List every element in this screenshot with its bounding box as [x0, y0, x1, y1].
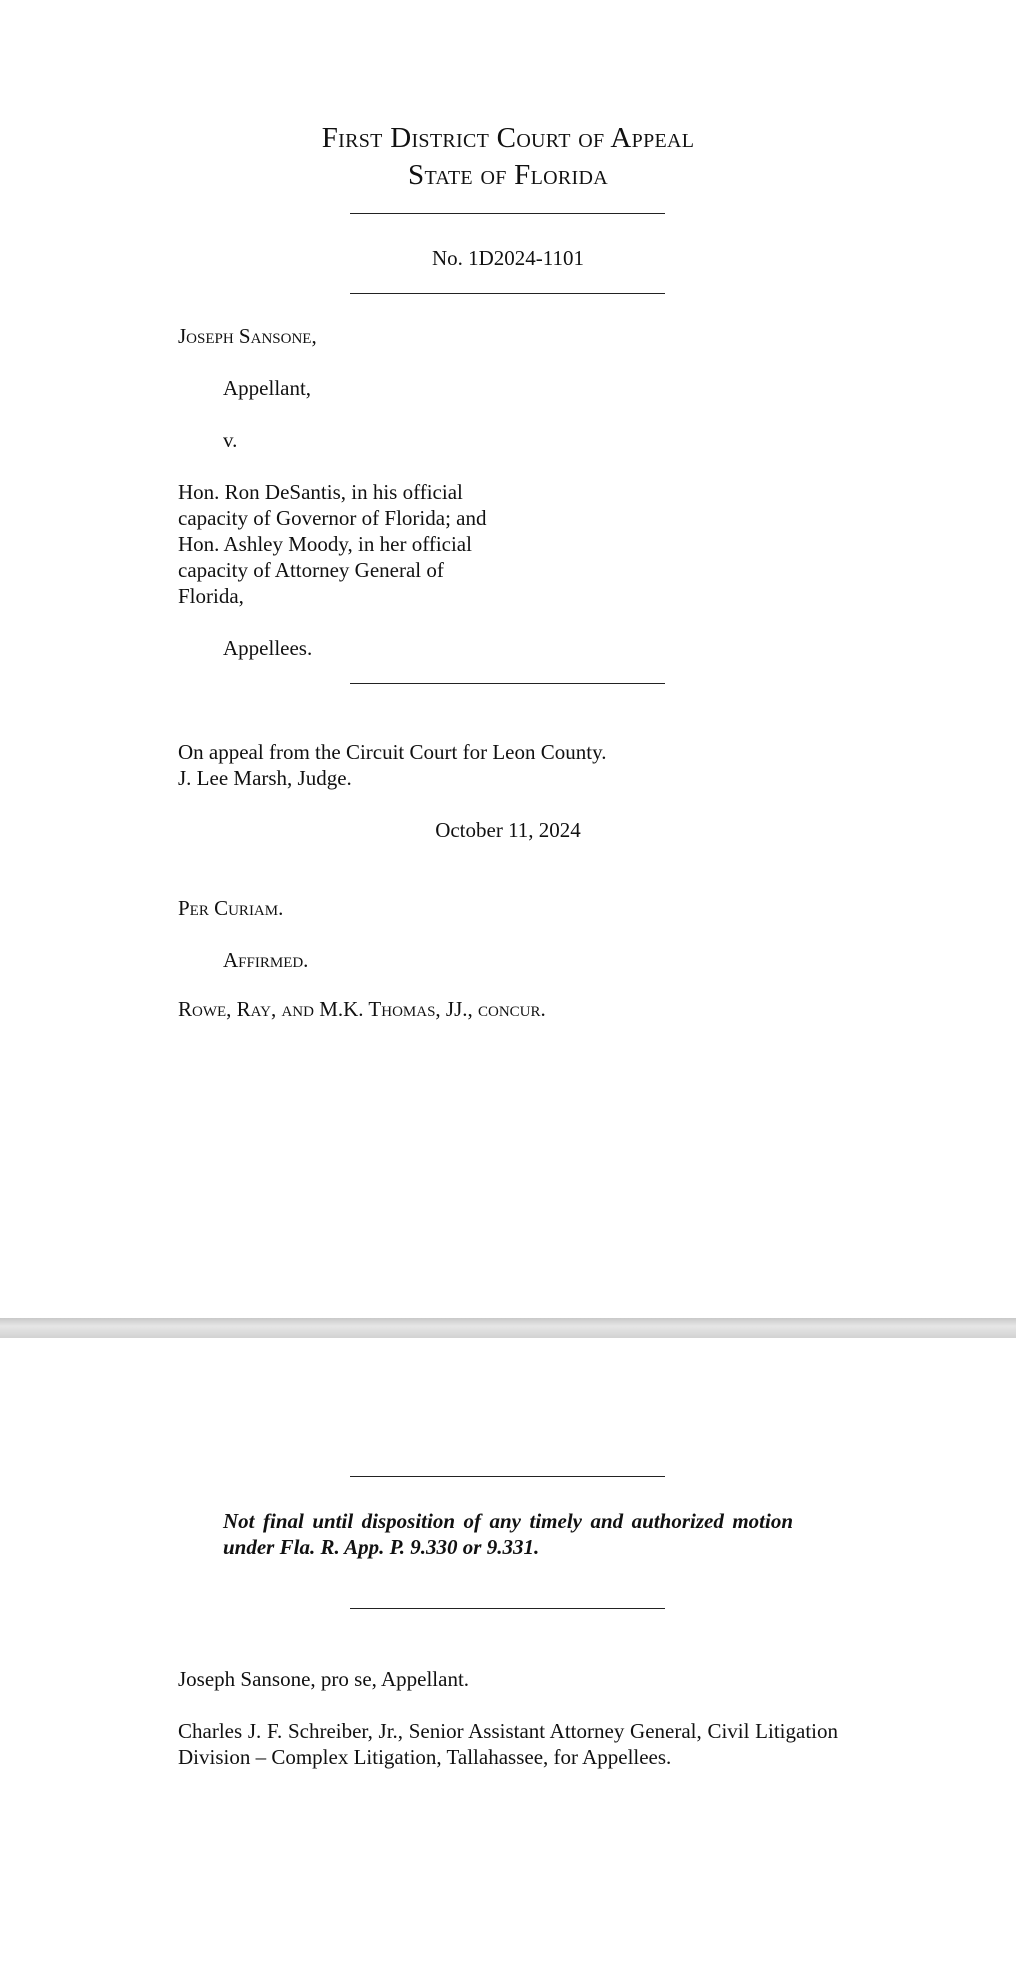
document-page-2 [0, 1338, 1016, 1983]
appeal-origin: On appeal from the Circuit Court for Leon County. [178, 740, 607, 764]
appellant-name: Joseph Sansone, [178, 324, 317, 348]
trial-judge: J. Lee Marsh, Judge. [178, 766, 352, 790]
divider-rule [350, 683, 665, 684]
divider-rule [350, 1476, 665, 1477]
case-number: No. 1D2024-1101 [431, 246, 585, 270]
page-separator [0, 1318, 1016, 1338]
appellees-names: Hon. Ron DeSantis, in his official capacity of Governor of Florida; and Hon. Ashley Moody, in her official capacity of Attorney General of Florida, [178, 480, 487, 608]
appellant-role: Appellant, [223, 376, 312, 400]
not-final-notice: Not final until disposition of any timely and authorized motion under Fla. R. App. P. 9.330 or 9.331. [223, 1509, 793, 1559]
counsel-appellees: Charles J. F. Schreiber, Jr., Senior Assistant Attorney General, Civil Litigation Division – Complex Litigation, Tallahassee, for Appellees. [178, 1719, 838, 1769]
divider-rule [350, 1608, 665, 1609]
opinion-date: October 11, 2024 [435, 818, 581, 842]
disposition: Affirmed. [223, 948, 309, 972]
counsel-appellant: Joseph Sansone, pro se, Appellant. [178, 1667, 470, 1691]
divider-rule [350, 293, 665, 294]
per-curiam: Per Curiam. [178, 896, 284, 920]
concurring-judges: Rowe, Ray, and M.K. Thomas, JJ., concur. [178, 997, 546, 1021]
court-name: First District Court of Appeal [321, 122, 695, 154]
state-name: State of Florida [408, 159, 608, 191]
appellees-role: Appellees. [223, 636, 313, 660]
versus-label: v. [223, 428, 238, 452]
divider-rule [350, 213, 665, 214]
